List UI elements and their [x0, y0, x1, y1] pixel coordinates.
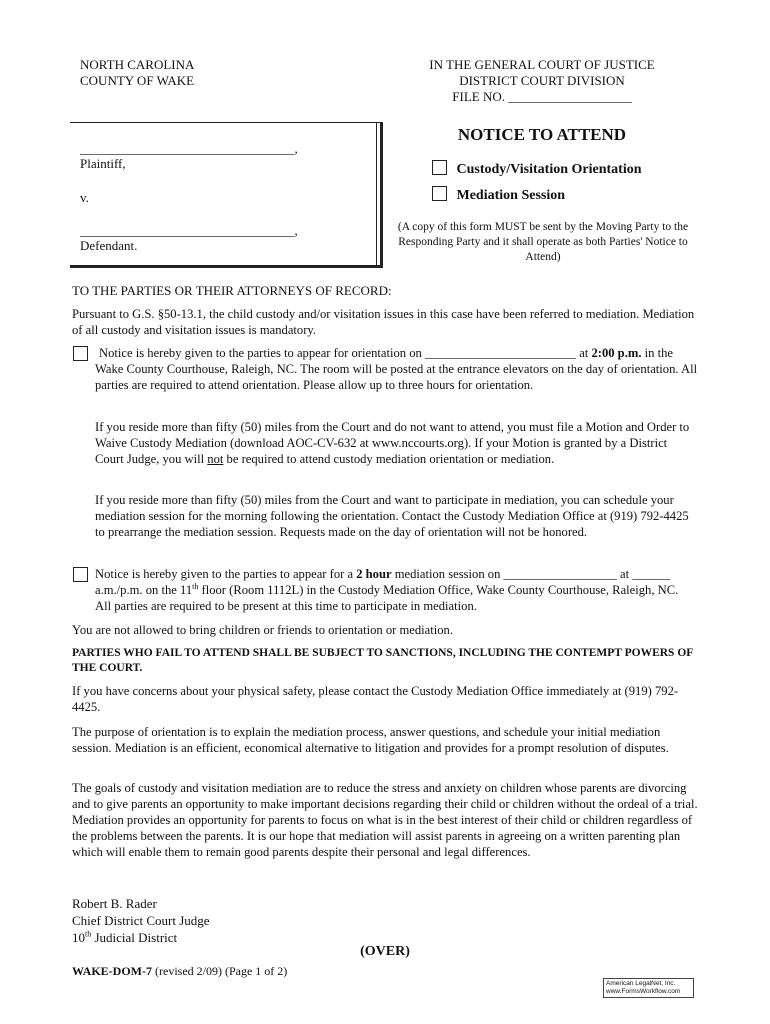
- option-mediation: [432, 186, 565, 204]
- file-number-field[interactable]: FILE NO. ___________________: [452, 89, 632, 104]
- session-notice-text-2: mediation session on __________________ at ______ a.m./p.m. on the 11: [95, 567, 671, 597]
- form-id-line: [72, 964, 287, 979]
- waive-paragraph: [95, 419, 695, 467]
- participate-paragraph: If you reside more than fifty (50) miles from the Court and want to participate in mediation, you can schedule your mediation session for the morning following the orientation. Contact the Custody Mediation Office at (919) 792-4425 to prearrange the mediation session. Requests made on the day of orientation will not be honored.: [95, 493, 689, 539]
- defendant-label: Defendant.: [80, 238, 138, 253]
- waive-text: If you reside more than fifty (50) miles from the Court and do not want to attend, you must file a Motion and Order to Waive Custody Mediation (download AOC-CV-632 at www.nccourts.org). If your Motion is granted by a District Court Judge, you will: [95, 420, 690, 466]
- header-state-county: [80, 57, 194, 89]
- stamp-website: www.FormsWorkflow.com: [606, 988, 681, 995]
- session-hours: 2 hour: [356, 567, 392, 581]
- option-orientation: [432, 160, 642, 178]
- district-superscript: th: [85, 929, 92, 939]
- orientation-option-label: Custody/Visitation Orientation: [456, 162, 642, 177]
- no-children-notice: You are not allowed to bring children or friends to orientation or mediation.: [72, 623, 453, 637]
- judge-title: Chief District Court Judge: [72, 913, 210, 928]
- waive-text-2: be required to attend custody mediation orientation or mediation.: [223, 452, 555, 466]
- versus-label: v.: [80, 190, 89, 205]
- copy-note: (A copy of this form MUST be sent by the Moving Party to the Responding Party and it shall operate as both Parties' Notice to Attend): [397, 221, 689, 263]
- publisher-stamp: [603, 978, 694, 998]
- goals-paragraph: The goals of custody and visitation mediation are to reduce the stress and anxiety on children whose parents are divorcing and to give parents an opportunity to make important decisions regarding their child or children without the ordeal of a trial. Mediation provides an opportunity for parents to focus on what is in the best interest of their child or children regardless of the problems between the parents. It is our hope that mediation will assist parents in agreeing on a written parenting plan which will enable them to remain good parents despite their personal and legal differences.: [72, 781, 698, 859]
- orientation-checkbox[interactable]: [432, 160, 447, 175]
- session-notice-text-3: floor (Room 1112L) in the Custody Mediation Office, Wake County Courthouse, Raleigh, NC. All parties are required to be present at this time to participate in mediation.: [95, 583, 679, 613]
- stamp-publisher: American LegalNet, Inc.: [606, 980, 676, 987]
- defendant-name-field[interactable]: _________________________________,: [80, 223, 298, 238]
- waive-not-emphasis: not: [207, 452, 224, 466]
- mediation-session-checkbox[interactable]: [432, 186, 447, 201]
- district-label: Judicial District: [91, 930, 178, 945]
- orientation-notice-text: Notice is hereby given to the parties to appear for orientation on ________________________ at: [99, 346, 592, 360]
- safety-paragraph: If you have concerns about your physical safety, please contact the Custody Mediation Office immediately at (919) 792-4425.: [72, 684, 679, 714]
- orientation-notice-checkbox[interactable]: [73, 346, 88, 361]
- intro-paragraph: Pursuant to G.S. §50-13.1, the child custody and/or visitation issues in this case have been referred to mediation. Mediation of all custody and visitation issues is mandatory.: [72, 307, 695, 337]
- county-label: COUNTY OF WAKE: [80, 73, 195, 88]
- judge-name: Robert B. Rader: [72, 896, 157, 911]
- court-label: IN THE GENERAL COURT OF JUSTICE: [429, 57, 655, 72]
- session-notice-paragraph: [95, 566, 695, 614]
- orientation-notice-text-2: in the Wake County Courthouse, Raleigh, NC. The room will be posted at the entrance elevators on the day of orientation. All parties are required to attend orientation. Please allow up to three hours for orientation.: [95, 346, 698, 392]
- case-caption-box: [70, 122, 383, 268]
- orientation-time: 2:00 p.m.: [591, 346, 642, 360]
- mediation-option-label: Mediation Session: [456, 188, 566, 203]
- form-revision: (revised 2/09) (Page 1 of 2): [152, 964, 288, 978]
- orientation-notice-paragraph: [95, 345, 699, 393]
- session-notice-checkbox[interactable]: [73, 567, 88, 582]
- judicial-district: [72, 929, 210, 946]
- purpose-paragraph: The purpose of orientation is to explain the mediation process, answer questions, and schedule your initial mediation session. Mediation is an efficient, economical alternative to litigation and provides for a prompt resolution of disputes.: [72, 725, 669, 755]
- plaintiff-name-field[interactable]: _________________________________,: [80, 141, 298, 156]
- addressed-to: TO THE PARTIES OR THEIR ATTORNEYS OF RECORD:: [72, 283, 392, 298]
- notice-title: NOTICE TO ATTEND: [457, 125, 627, 144]
- district-number: 10: [72, 930, 85, 945]
- session-notice-text: Notice is hereby given to the parties to appear for a: [95, 567, 357, 581]
- division-label: DISTRICT COURT DIVISION: [459, 73, 625, 88]
- plaintiff-label: Plaintiff,: [80, 156, 126, 171]
- form-id: WAKE-DOM-7: [72, 964, 152, 978]
- over-label: (OVER): [360, 944, 410, 959]
- header-court-block: [402, 57, 682, 105]
- floor-superscript: th: [192, 581, 199, 591]
- signature-block: [72, 895, 210, 946]
- sanctions-warning: PARTIES WHO FAIL TO ATTEND SHALL BE SUBJECT TO SANCTIONS, INCLUDING THE CONTEMPT POWERS OF THE COURT.: [72, 647, 693, 674]
- state-label: NORTH CAROLINA: [80, 57, 195, 72]
